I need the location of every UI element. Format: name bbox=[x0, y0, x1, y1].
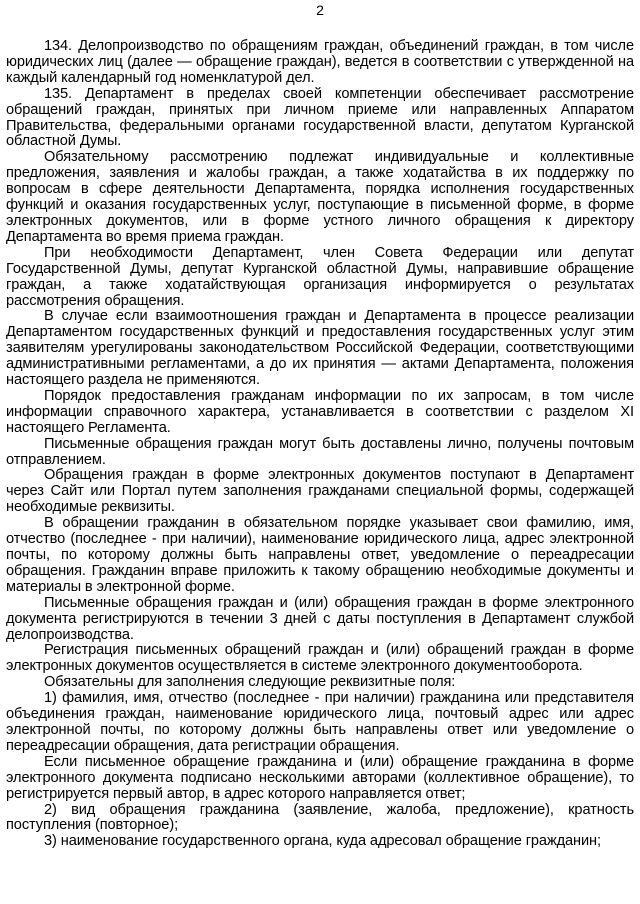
list-item-1: 1) фамилия, имя, отчество (последнее - при наличии) гражданина или представителя объединения граждан, наименование юридического лица, почтовый адрес или адрес электронной почты, по которому должны быть направлены ответ или уведомление о переадресации обращения, дата регистрации обращения. bbox=[6, 690, 634, 754]
list-item-3: 3) наименование государственного органа, куда адресовал обращение гражданин; bbox=[44, 833, 601, 850]
paragraph-information-order: Порядок предоставления гражданам информации по их запросам, в том числе информации справочного характера, устанавливается в соответствии с разделом XI настоящего Регламента. bbox=[6, 387, 634, 436]
paragraph-134: 134. Делопроизводство по обращениям граждан, объединений граждан, в том числе юридических лиц (далее — обращение граждан), ведется в соответствии с утвержденной на каждый календарный год номенклатурой дел. bbox=[6, 38, 634, 86]
paragraph-collective-appeal: Если письменное обращение гражданина и (или) обращение гражданина в форме электронного документа подписано несколькими авторами (коллективное обращение), то регистрируется первый автор, в адрес которого направляется ответ; bbox=[6, 753, 634, 802]
paragraph-written-delivery: Письменные обращения граждан могут быть доставлены лично, получены почтовым отправлением. bbox=[6, 435, 634, 468]
paragraph-required-details: В обращении гражданин в обязательном порядке указывает свои фамилию, имя, отчество (последнее - при наличии), наименование юридического лица, адрес электронной почты, по которому должны быть направлены ответ, уведомление о переадресации обращения. Гражданин вправе приложить к такому обращению необходимые документы и материалы в электронной форме. bbox=[6, 515, 634, 595]
paragraph-registration-system: Регистрация письменных обращений граждан и (или) обращений граждан в форме электронных документов осуществляется в системе электронного документооборота. bbox=[6, 642, 634, 675]
paragraph-electronic-submission: Обращения граждан в форме электронных документов поступают в Департамент через Сайт или Портал путем заполнения гражданами специальной формы, содержащей необходимые реквизиты. bbox=[6, 467, 634, 516]
paragraph-informing: При необходимости Департамент, член Совета Федерации или депутат Государственной Думы, депутат Курганской областной Думы, направившие обращение граждан, а также ходатайствующая организация информируется о результатах рассмотрения обращения. bbox=[6, 244, 634, 309]
list-item-2: 2) вид обращения гражданина (заявление, жалоба, предложение), кратность поступления (повторное); bbox=[6, 801, 634, 834]
page-number: 2 bbox=[316, 2, 324, 18]
paragraph-exceptions: В случае если взаимоотношения граждан и Департамента в процессе реализации Департаментом государственных функций и предоставления государственных услуг этим заявителям урегулированы законодательством Российской Федерации, соответствующими административными регламентами, а до их принятия — актами Департамента, положения настоящего раздела не применяются. bbox=[6, 308, 634, 389]
paragraph-135: 135. Департамент в пределах своей компетенции обеспечивает рассмотрение обращений граждан, принятых при личном приеме или направленных Аппаратом Правительства, федеральными органами государственной власти, депутатом Курганской областной Думы. bbox=[6, 85, 634, 150]
paragraph-mandatory-review: Обязательному рассмотрению подлежат индивидуальные и коллективные предложения, заявления и жалобы граждан, а также ходатайства в их поддержку по вопросам в сфере деятельности Департамента, порядка исполнения государственных функций и оказания государственных услуг, поступающие в письменной форме, в форме электронных документов, или в форме устного личного обращения к директору Департамента во время приема граждан. bbox=[6, 149, 634, 245]
paragraph-registration-term: Письменные обращения граждан и (или) обращения граждан в форме электронного документа регистрируются в течении 3 дней с даты поступления в Департамент службой делопроизводства. bbox=[6, 594, 634, 643]
paragraph-required-fields-intro: Обязательны для заполнения следующие реквизитные поля: bbox=[44, 674, 456, 691]
